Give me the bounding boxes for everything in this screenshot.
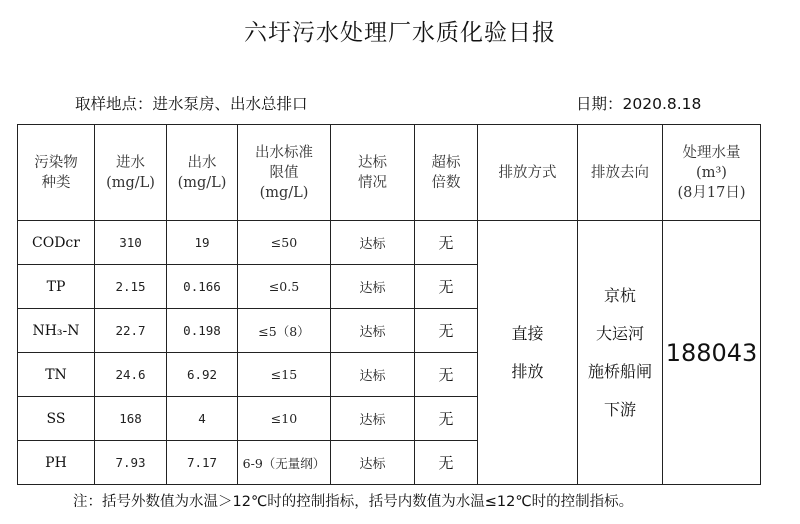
effluent-cell: 0.166 [167,265,238,309]
sampling-location: 取样地点：进水泵房、出水总排口 [75,95,308,113]
header-discharge-method: 排放方式 [478,125,578,221]
influent-cell: 310 [95,221,167,265]
table-row [18,221,761,265]
influent-cell: 24.6 [95,353,167,397]
discharge-destination-cell: 京杭 大运河 施桥船闸 下游 [578,221,663,485]
status-cell: 达标 [331,397,415,441]
effluent-cell: 6.92 [167,353,238,397]
table-header-row [18,125,761,221]
exceed-cell: 无 [415,441,478,485]
status-cell: 达标 [331,265,415,309]
effluent-cell: 19 [167,221,238,265]
limit-cell: 6-9（无量纲） [238,441,331,485]
header-volume: 处理水量 (m³) (8月17日) [663,125,761,221]
status-cell: 达标 [331,441,415,485]
effluent-cell: 7.17 [167,441,238,485]
status-cell: 达标 [331,309,415,353]
influent-cell: 22.7 [95,309,167,353]
exceed-cell: 无 [415,265,478,309]
header-compliance: 达标 情况 [331,125,415,221]
report-date: 日期：2020.8.18 [576,95,702,113]
pollutant-cell: SS [18,397,95,441]
header-exceed: 超标 倍数 [415,125,478,221]
exceed-cell: 无 [415,397,478,441]
header-effluent: 出水 (mg/L) [167,125,238,221]
header-limit: 出水标准 限值 (mg/L) [238,125,331,221]
limit-cell: ≤50 [238,221,331,265]
influent-cell: 168 [95,397,167,441]
influent-cell: 2.15 [95,265,167,309]
limit-cell: ≤5（8） [238,309,331,353]
pollutant-cell: NH₃-N [18,309,95,353]
treated-volume-cell: 188043 [663,221,761,485]
status-cell: 达标 [331,221,415,265]
limit-cell: ≤10 [238,397,331,441]
header-pollutant: 污染物 种类 [18,125,95,221]
status-cell: 达标 [331,353,415,397]
pollutant-cell: PH [18,441,95,485]
footnote: 注：括号外数值为水温＞12℃时的控制指标，括号内数值为水温≤12℃时的控制指标。 [73,494,634,510]
influent-cell: 7.93 [95,441,167,485]
discharge-method-cell: 直接 排放 [478,221,578,485]
effluent-cell: 4 [167,397,238,441]
pollutant-cell: CODcr [18,221,95,265]
limit-cell: ≤15 [238,353,331,397]
limit-cell: ≤0.5 [238,265,331,309]
report-title: 六圩污水处理厂水质化验日报 [244,20,556,46]
effluent-cell: 0.198 [167,309,238,353]
header-influent: 进水 (mg/L) [95,125,167,221]
water-quality-table [17,124,761,485]
exceed-cell: 无 [415,353,478,397]
exceed-cell: 无 [415,221,478,265]
pollutant-cell: TN [18,353,95,397]
pollutant-cell: TP [18,265,95,309]
exceed-cell: 无 [415,309,478,353]
header-discharge-destination: 排放去向 [578,125,663,221]
